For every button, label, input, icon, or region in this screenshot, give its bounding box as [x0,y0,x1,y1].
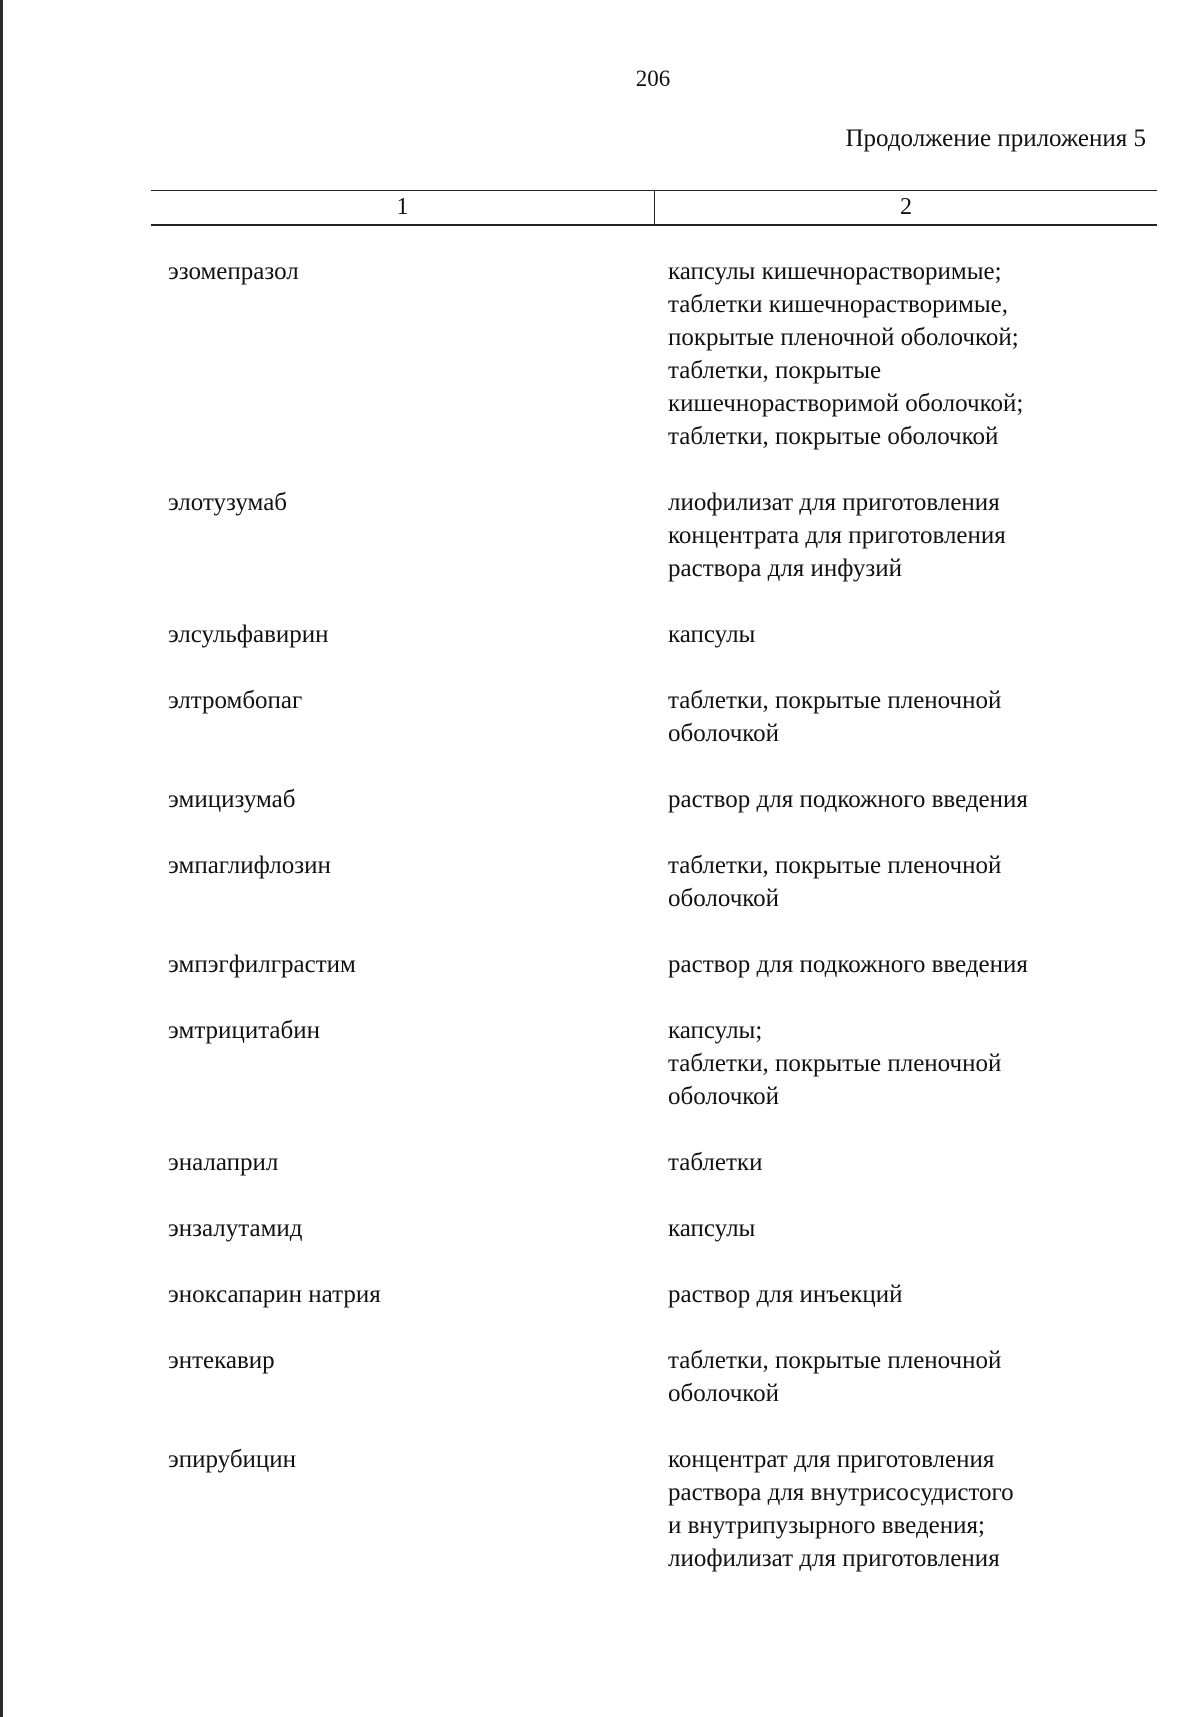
table-row [0,1212,1200,1245]
dosage-forms [668,1014,1108,1113]
drug-name: энзалутамид [168,1215,303,1242]
dosage-form-line: раствор для инъекций [668,1281,903,1308]
dosage-form-line: и внутрипузырного введения; [668,1512,985,1539]
table-row [0,486,1200,585]
dosage-form-line: лиофилизат для приготовления [668,489,1000,516]
table-row [0,1278,1200,1311]
page-number: 206 [635,66,671,91]
column-header-1: 1 [151,191,655,224]
drug-name: эмицизумаб [168,786,296,813]
dosage-form-line: капсулы кишечнорастворимые; [668,258,1002,285]
drug-name: эноксапарин натрия [168,1281,381,1308]
dosage-forms [668,255,1108,453]
table-row [0,1443,1200,1575]
dosage-form-line: оболочкой [668,720,780,747]
column-header-2: 2 [900,194,912,220]
table-row [0,618,1200,651]
dosage-form-line: таблетки, покрытые пленочной [668,687,1002,714]
dosage-form-line: раствора для инфузий [668,555,903,582]
dosage-form-line: кишечнорастворимой оболочкой; [668,390,1024,417]
dosage-form-line: оболочкой [668,885,780,912]
dosage-form-line: таблетки, покрытые пленочной [668,1050,1002,1077]
table-row [0,1014,1200,1113]
drug-table-body [0,255,1200,1608]
drug-name: эмтрицитабин [168,1017,321,1044]
dosage-form-line: таблетки, покрытые пленочной [668,1347,1002,1374]
dosage-form-line: таблетки, покрытые [668,357,882,384]
dosage-form-line: таблетки кишечнорастворимые, [668,291,1008,318]
dosage-form-line: капсулы; [668,1017,763,1044]
drug-name: эналаприл [168,1149,279,1176]
appendix-continuation-title: Продолжение приложения 5 [845,125,1146,152]
table-row [0,684,1200,750]
dosage-form-line: раствора для внутрисосудистого [668,1479,1014,1506]
dosage-form-line: концентрата для приготовления [668,522,1006,549]
dosage-form-line: таблетки, покрытые пленочной [668,852,1002,879]
drug-name: эзомепразол [168,258,299,285]
drug-name: эмпаглифлозин [168,852,331,879]
dosage-form-line: таблетки [668,1149,763,1176]
dosage-form-line: оболочкой [668,1083,780,1110]
dosage-form-line: таблетки, покрытые оболочкой [668,423,999,450]
drug-name: элсульфавирин [168,621,329,648]
drug-name: эмпэгфилграстим [168,951,356,978]
table-row [0,948,1200,981]
table-header [151,190,1157,226]
dosage-form-line: капсулы [668,1215,756,1242]
dosage-forms [668,948,1108,981]
dosage-form-line: концентрат для приготовления [668,1446,995,1473]
dosage-forms [668,618,1108,651]
dosage-forms [668,486,1108,585]
table-row [0,783,1200,816]
table-row [0,1146,1200,1179]
dosage-form-line: раствор для подкожного введения [668,786,1028,813]
drug-name: элтромбопаг [168,687,303,714]
dosage-forms [668,684,1108,750]
dosage-form-line: капсулы [668,621,756,648]
dosage-form-line: раствор для подкожного введения [668,951,1028,978]
dosage-forms [668,849,1108,915]
dosage-forms [668,1146,1108,1179]
dosage-forms [668,1278,1108,1311]
dosage-forms [668,783,1108,816]
dosage-form-line: покрытые пленочной оболочкой; [668,324,1019,351]
drug-name: элотузумаб [168,489,288,516]
table-row [0,849,1200,915]
dosage-form-line: лиофилизат для приготовления [668,1545,1000,1572]
table-row [0,1344,1200,1410]
dosage-forms [668,1212,1108,1245]
drug-name: энтекавир [168,1347,275,1374]
dosage-form-line: оболочкой [668,1380,780,1407]
dosage-forms [668,1344,1108,1410]
drug-name: эпирубицин [168,1446,297,1473]
table-row [0,255,1200,453]
dosage-forms [668,1443,1108,1575]
